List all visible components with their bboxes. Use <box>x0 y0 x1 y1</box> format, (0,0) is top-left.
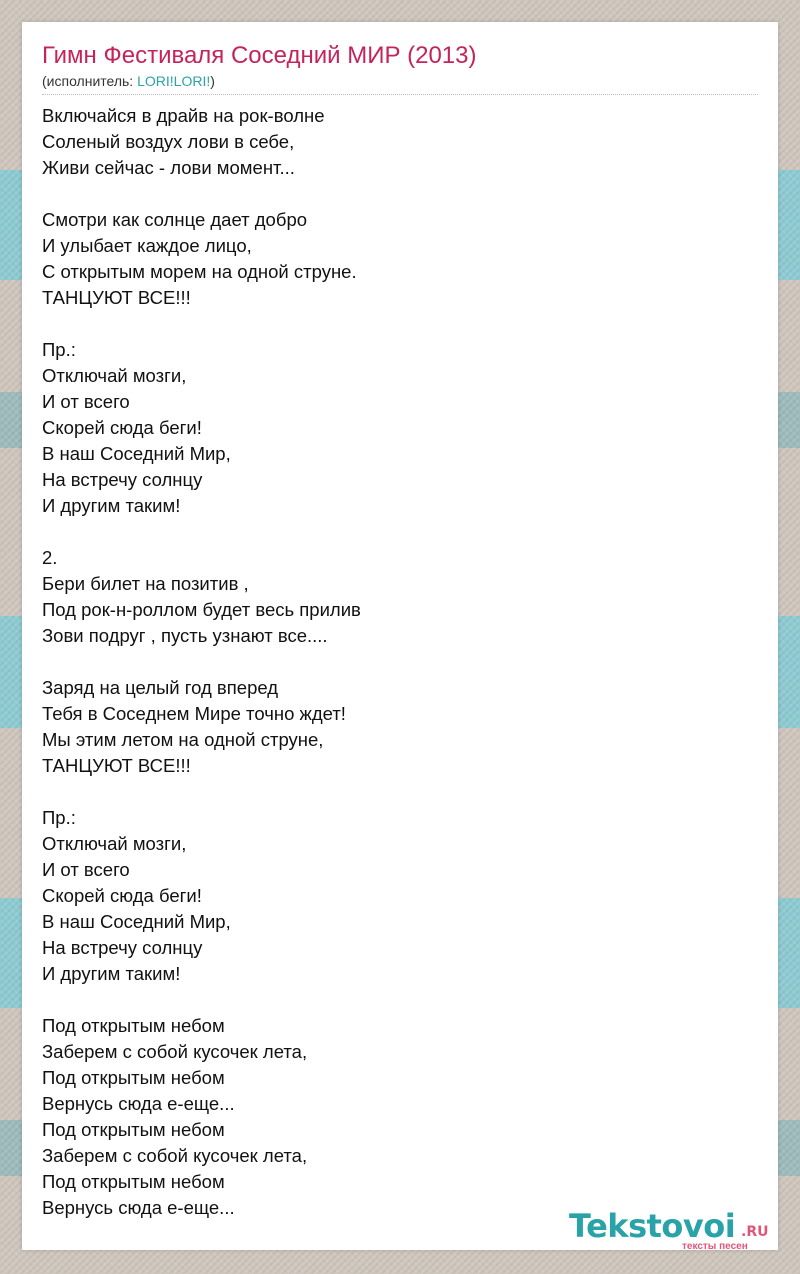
lyric-line: Соленый воздух лови в себе, <box>42 131 295 152</box>
lyric-line: На встречу солнцу <box>42 937 203 958</box>
song-title: Гимн Фестиваля Соседний МИР (2013) <box>42 42 477 69</box>
stanza-break <box>42 519 758 545</box>
site-logo[interactable] <box>569 1207 774 1252</box>
lyric-line: Пр.: <box>42 339 76 360</box>
lyric-line: Под открытым небом <box>42 1171 225 1192</box>
lyric-line: В наш Соседний Мир, <box>42 911 231 932</box>
lyric-line: ТАНЦУЮТ ВСЕ!!! <box>42 287 191 308</box>
lyric-line: Под открытым небом <box>42 1119 225 1140</box>
logo-tagline: тексты песен <box>682 1241 748 1252</box>
lyric-line: Отключай мозги, <box>42 365 187 386</box>
lyric-line: В наш Соседний Мир, <box>42 443 231 464</box>
lyric-line: Под открытым небом <box>42 1067 225 1088</box>
lyric-line: ТАНЦУЮТ ВСЕ!!! <box>42 755 191 776</box>
lyric-line: Скорей сюда беги! <box>42 417 202 438</box>
stanza-break <box>42 987 758 1013</box>
lyric-line: Заберем с собой кусочек лета, <box>42 1145 308 1166</box>
lyric-line: Заряд на целый год вперед <box>42 677 279 698</box>
lyric-line: Скорей сюда беги! <box>42 885 202 906</box>
lyric-line: Зови подруг , пусть узнают все.... <box>42 625 328 646</box>
lyric-line: Мы этим летом на одной струне, <box>42 729 324 750</box>
lyric-line: И улыбает каждое лицо, <box>42 235 252 256</box>
lyric-line: Смотри как солнце дает добро <box>42 209 308 230</box>
lyric-line: Живи сейчас - лови момент... <box>42 157 295 178</box>
lyric-line: И другим таким! <box>42 963 181 984</box>
artist-link[interactable]: LORI!LORI! <box>137 73 211 89</box>
stanza-break <box>42 649 758 675</box>
lyric-line: Вернусь сюда е-еще... <box>42 1093 235 1114</box>
lyric-line: Тебя в Соседнем Мире точно ждет! <box>42 703 346 724</box>
artist-prefix: (исполнитель: <box>42 73 138 89</box>
lyric-line: Отключай мозги, <box>42 833 187 854</box>
lyric-line: Бери билет на позитив , <box>42 573 249 594</box>
stanza-break <box>42 311 758 337</box>
lyric-line: И от всего <box>42 391 130 412</box>
lyric-line: Включайся в драйв на рок-волне <box>42 105 325 126</box>
logo-tld: .RU <box>741 1224 769 1240</box>
lyric-line: Вернусь сюда е-еще... <box>42 1197 235 1218</box>
lyric-line: 2. <box>42 547 58 568</box>
stanza-break <box>42 779 758 805</box>
lyric-line: Под открытым небом <box>42 1015 225 1036</box>
artist-line <box>42 73 215 89</box>
lyric-line: И другим таким! <box>42 495 181 516</box>
lyrics-text <box>42 103 758 1221</box>
artist-suffix: ) <box>210 73 215 89</box>
stanza-break <box>42 181 758 207</box>
lyric-line: И от всего <box>42 859 130 880</box>
logo-wordmark: Tekstovoi <box>569 1207 736 1245</box>
lyric-line: С открытым морем на одной струне. <box>42 261 357 282</box>
lyric-line: Заберем с собой кусочек лета, <box>42 1041 308 1062</box>
lyrics-card <box>22 22 778 1250</box>
title-divider <box>42 94 758 95</box>
lyric-line: Под рок-н-роллом будет весь прилив <box>42 599 361 620</box>
lyric-line: Пр.: <box>42 807 76 828</box>
lyric-line: На встречу солнцу <box>42 469 203 490</box>
